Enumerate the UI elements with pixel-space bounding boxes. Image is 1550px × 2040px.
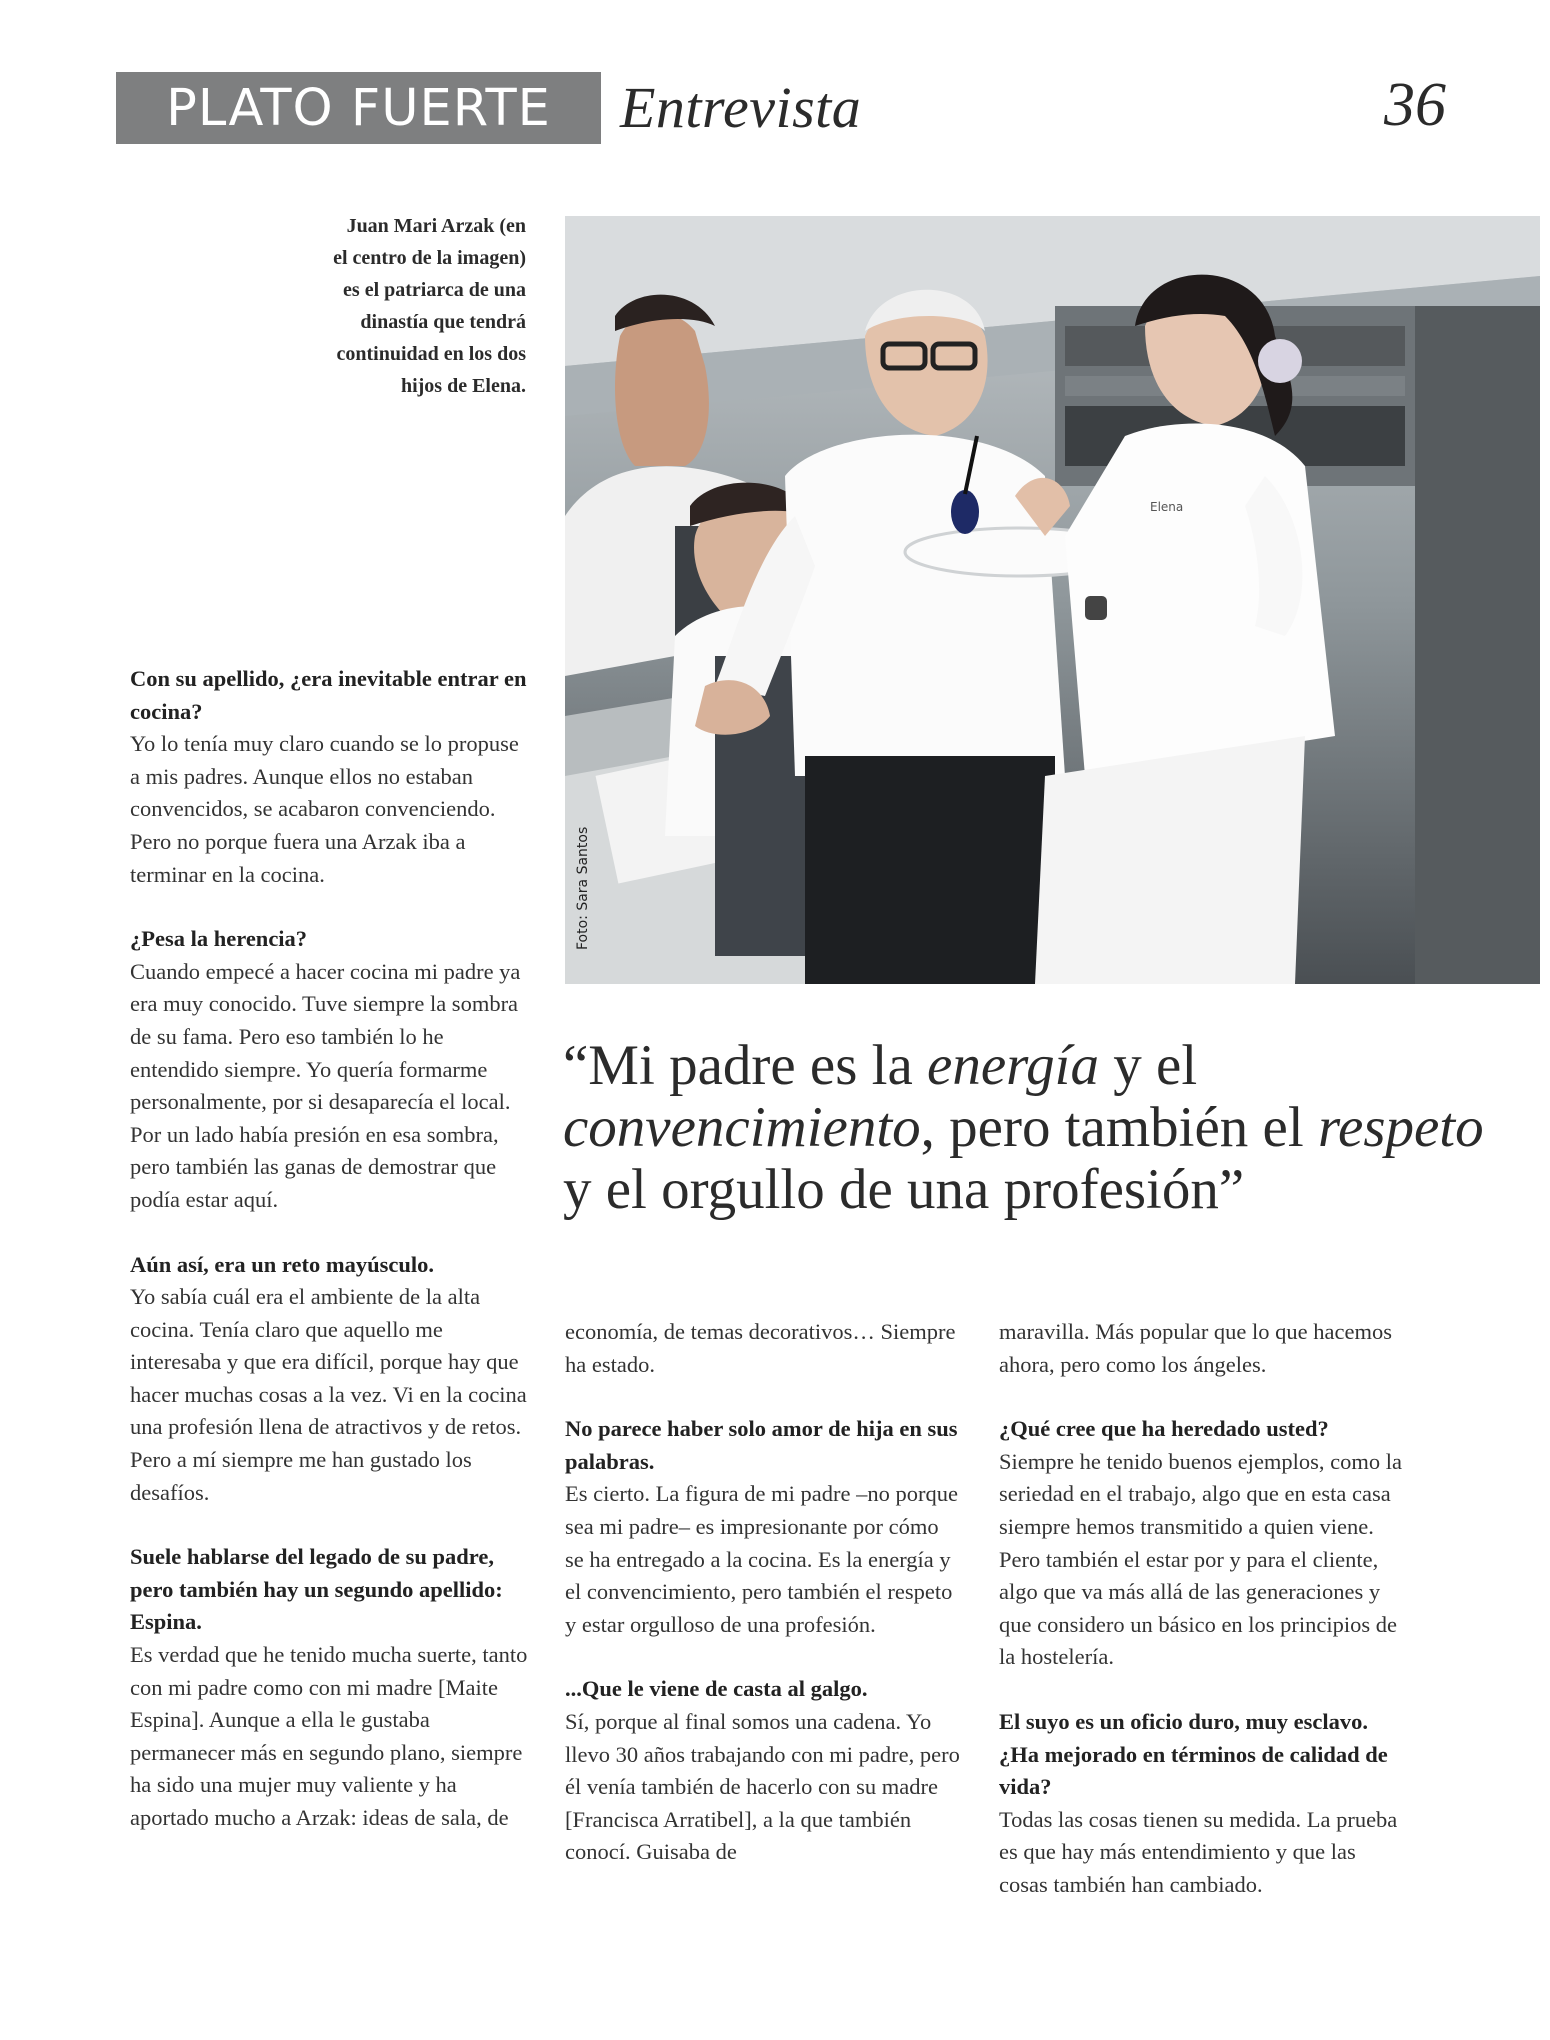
quote-part-2: y el <box>1099 1034 1198 1097</box>
interview-question: ...Que le viene de casta al galgo. <box>565 1676 868 1702</box>
quote-part-1: “Mi padre es la <box>563 1034 928 1097</box>
qa-block <box>130 1249 530 1510</box>
qa-block <box>130 663 530 891</box>
interview-question: Con su apellido, ¿era inevitable entrar en cocina? <box>130 666 527 724</box>
kitchen-illustration <box>565 216 1540 984</box>
photo-credit: Foto: Sara Santos <box>575 826 591 950</box>
quote-emphasis-energia: energía <box>927 1034 1100 1097</box>
quote-emphasis-convencimiento: convencimiento <box>563 1096 921 1159</box>
interview-answer: Sí, porque al final somos una cadena. Yo llevo 30 años trabajando con mi padre, pero él venía también de hacerlo con su madre [Francisca Arratibel], a la que también conocí. Guisaba de <box>565 1708 960 1865</box>
interview-answer: Todas las cosas tienen su medida. La prueba es que hay más entendimiento y que las cosas también han cambiado. <box>999 1806 1398 1897</box>
interview-answer: Es cierto. La figura de mi padre –no porque sea mi padre– es impresionante por cómo se ha entregado a la cocina. Es la energía y el convencimiento, pero también el respeto y estar orgulloso de una profesión. <box>565 1481 958 1637</box>
section-label: PLATO FUERTE <box>116 72 601 144</box>
interview-question: Suele hablarse del legado de su padre, pero también hay un segundo apellido: Espina. <box>130 1544 503 1635</box>
quote-part-3: , pero también el <box>920 1096 1318 1159</box>
qa-block <box>999 1413 1409 1674</box>
interview-question: El suyo es un oficio duro, muy esclavo. ¿Ha mejorado en términos de calidad de vida? <box>999 1708 1388 1800</box>
interview-answer: Yo lo tenía muy claro cuando se lo propuse a mis padres. Aunque ellos no estaban convencidos, se acabaron convenciendo. Pero no porque fuera una Arzak iba a terminar en la cocina. <box>130 731 519 887</box>
photo-caption: Juan Mari Arzak (en el centro de la imagen) es el patriarca de una dinastía que tendrá continuidad en los dos hijos de Elena. <box>333 215 526 397</box>
qa-block <box>565 1673 961 1869</box>
pull-quote <box>563 1035 1503 1221</box>
interview-question: No parece haber solo amor de hija en sus palabras. <box>565 1416 958 1474</box>
interview-column-3 <box>999 1316 1409 1934</box>
interview-answer: maravilla. Más popular que lo que hacemos ahora, pero como los ángeles. <box>999 1319 1393 1377</box>
qa-block <box>130 1541 530 1834</box>
interview-question: Aún así, era un reto mayúsculo. <box>130 1251 434 1277</box>
page-number: 36 <box>1384 71 1446 139</box>
interview-answer: Siempre he tenido buenos ejemplos, como la seriedad en el trabajo, algo que en esta casa siempre hemos transmitido a quien viene. Pero también el estar por y para el cliente, algo que va más allá de las generaciones y que considero un básico en los principios de la hostelería. <box>999 1448 1403 1670</box>
interview-answer: economía, de temas decorativos… Siempre ha estado. <box>565 1319 956 1377</box>
section-subtitle: Entrevista <box>620 75 862 140</box>
qa-block <box>565 1413 961 1641</box>
kitchen-photo <box>565 216 1540 984</box>
qa-block <box>565 1316 961 1381</box>
qa-block <box>999 1316 1409 1381</box>
interview-column-2 <box>565 1316 961 1901</box>
interview-column-1 <box>130 663 530 1867</box>
quote-emphasis-respeto: respeto <box>1317 1096 1484 1159</box>
quote-part-4: y el orgullo de una profesión” <box>563 1158 1245 1221</box>
apron-text: Elena <box>1150 500 1184 514</box>
qa-block <box>130 923 530 1216</box>
interview-question: ¿Qué cree que ha heredado usted? <box>999 1416 1329 1442</box>
interview-answer: Cuando empecé a hacer cocina mi padre ya era muy conocido. Tuve siempre la sombra de su fama. Pero eso también lo he entendido siempre. Yo quería formarme personalmente, por si desaparecía el local. Por un lado había presión en esa sombra, pero también las ganas de demostrar que podía estar aquí. <box>130 958 521 1212</box>
interview-question: ¿Pesa la herencia? <box>130 926 308 952</box>
interview-answer: Es verdad que he tenido mucha suerte, tanto con mi padre como con mi madre [Maite Espina]. Aunque a ella le gustaba permanecer más en segundo plano, siempre ha sido una mujer muy valiente y ha aportado mucho a Arzak: ideas de sala, de <box>130 1642 528 1830</box>
interview-answer: Yo sabía cuál era el ambiente de la alta cocina. Tenía claro que aquello me interesaba y que era difícil, porque hay que hacer muchas cosas a la vez. Vi en la cocina una profesión llena de atractivos y de retos. Pero a mí siempre me han gustado los desafíos. <box>130 1284 527 1505</box>
qa-block <box>999 1706 1409 1902</box>
